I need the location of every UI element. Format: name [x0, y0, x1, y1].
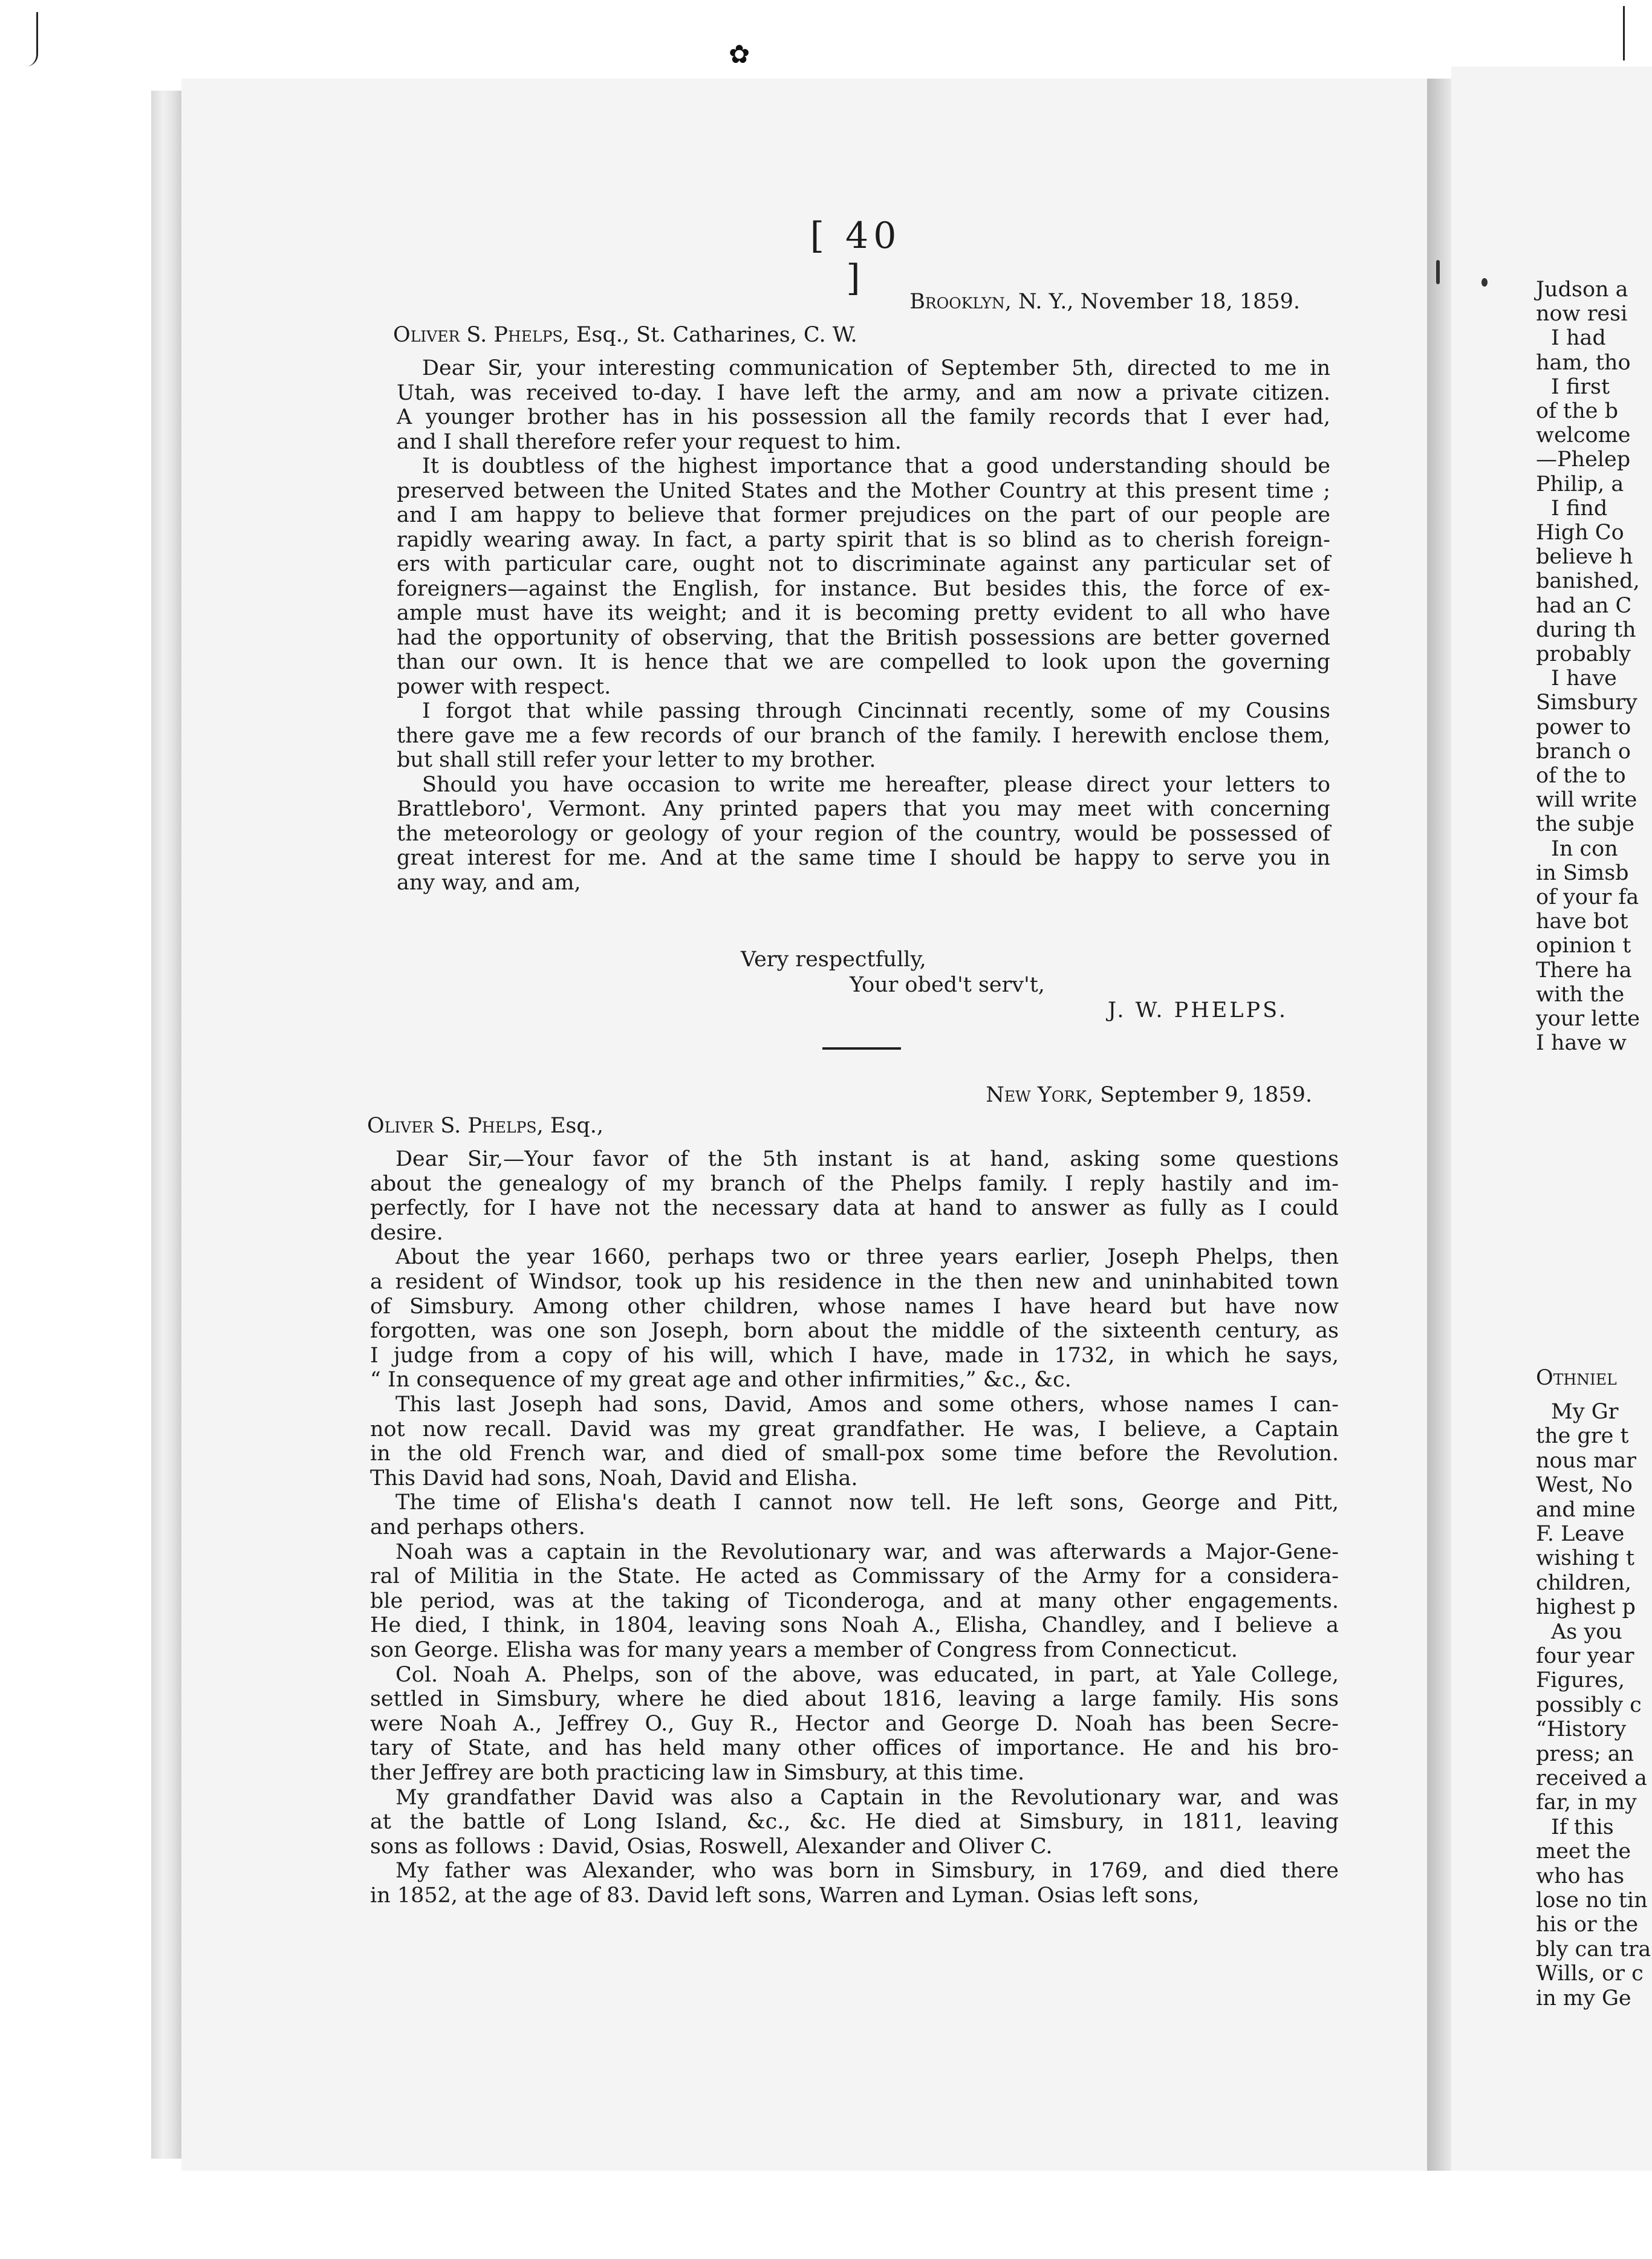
text-line: were Noah A., Jeffrey O., Guy R., Hector and George D. Noah has been Secre- [370, 1711, 1339, 1736]
right-page-line: nous mar [1536, 1448, 1637, 1473]
right-page-line: your lette [1536, 1007, 1640, 1031]
book-gutter [1427, 79, 1451, 2171]
right-page-line: of your fa [1536, 885, 1639, 909]
text-line: perfectly, for I have not the necessary data at hand to answer as fully as I could [370, 1196, 1339, 1221]
right-page-line: I find [1551, 496, 1608, 521]
margin-dot [1481, 278, 1488, 287]
letter2-addressee [367, 1114, 603, 1138]
text-line: ample must have its weight; and it is becoming pretty evident to all who have [397, 601, 1330, 625]
right-page-line: My Gr [1551, 1400, 1619, 1424]
right-page-line: the gre t [1536, 1424, 1629, 1449]
text-line: at the battle of Long Island, &c., &c. He died at Simsbury, in 1811, leaving [370, 1810, 1339, 1835]
right-page-line: had an C [1536, 593, 1632, 618]
text-line: and perhaps others. [370, 1515, 585, 1539]
letter2-dateline-date: , September 9, 1859. [1086, 1083, 1312, 1107]
text-line: desire. [370, 1220, 443, 1245]
text-line: in the old French war, and died of small-pox some time before the Revolution. [370, 1442, 1339, 1466]
right-page-line: received a [1536, 1766, 1647, 1790]
text-line: and I shall therefore refer your request to him. [397, 429, 902, 454]
right-page-line: far, in my [1536, 1790, 1637, 1815]
text-line: the meteorology or geology of your region of the country, would be possessed of [397, 821, 1330, 846]
right-page-line: Simsbury [1536, 691, 1637, 715]
right-page-line: now resi [1536, 302, 1628, 327]
right-page-line: F. Leave [1536, 1522, 1625, 1546]
letter2-addressee-name: Oliver S. Phelps [367, 1114, 537, 1138]
right-page-line: opinion t [1536, 934, 1631, 958]
right-page-line: I first [1551, 374, 1610, 399]
text-line: The time of Elisha's death I cannot now tell. He left sons, George and Pitt, [395, 1490, 1339, 1515]
right-page-line: I had [1551, 326, 1606, 351]
text-line: about the genealogy of my branch of the Phelps family. I reply hastily and im- [370, 1171, 1339, 1196]
text-line: Dear Sir,—Your favor of the 5th instant is at hand, asking some questions [395, 1147, 1339, 1171]
right-page-line: lose no tin [1536, 1888, 1648, 1913]
book-edge [151, 91, 181, 2159]
text-line: “ In consequence of my great age and other infirmities,” &c., &c. [370, 1368, 1072, 1393]
right-page-line: Wills, or c [1536, 1962, 1644, 1986]
right-page-line: Philip, a [1536, 472, 1624, 496]
right-page-line: of the to [1536, 764, 1626, 788]
letter1-dateline-place: Brooklyn [909, 290, 1005, 314]
right-page-line: banished, [1536, 569, 1640, 594]
right-page-line: children, [1536, 1570, 1632, 1595]
ink-blot: ✿ [729, 39, 750, 69]
letter1-addressee-name: Oliver S. Phelps [393, 323, 563, 347]
right-page-line: his or the [1536, 1913, 1639, 1937]
right-page-line: wishing t [1536, 1546, 1634, 1571]
letter1-closing-2: Your obed't serv't, [850, 973, 1045, 997]
text-line: This last Joseph had sons, David, Amos and some others, whose names I can- [395, 1393, 1339, 1417]
right-page-line: As you [1551, 1619, 1622, 1644]
text-line: preserved between the United States and the Mother Country at this present time ; [397, 478, 1330, 503]
right-page-line: welcome [1536, 423, 1631, 448]
text-line: ther Jeffrey are both practicing law in Simsbury, at this time. [370, 1761, 1025, 1785]
letter1-addressee-place: , Esq., St. Catharines, C. W. [562, 323, 857, 347]
text-line: forgotten, was one son Joseph, born about the middle of the sixteenth century, as [370, 1319, 1339, 1344]
text-line: not now recall. David was my great grandfather. He was, I believe, a Captain [370, 1417, 1339, 1442]
right-page-line: In con [1551, 836, 1618, 861]
text-line: Noah was a captain in the Revolutionary war, and was afterwards a Major-Gene- [395, 1539, 1339, 1564]
text-line: settled in Simsbury, where he died about 1816, leaving a large family. His sons [370, 1687, 1339, 1712]
text-line: Col. Noah A. Phelps, son of the above, was educated, in part, at Yale College, [395, 1662, 1339, 1687]
letter1-signature: J. W. PHELPS. [1108, 998, 1288, 1022]
text-line: foreigners—against the English, for instance. But besides this, the force of ex- [397, 576, 1330, 601]
right-page-line: in my Ge [1536, 1986, 1631, 2010]
right-page-line: believe h [1536, 545, 1633, 570]
right-page-line: during th [1536, 617, 1636, 642]
text-line: Brattleboro', Vermont. Any printed papers that you may meet with concerning [397, 797, 1330, 821]
right-page-line: I have [1551, 666, 1617, 691]
text-line: there gave me a few records of our branch of the family. I herewith enclose them, [397, 723, 1330, 748]
text-line: of Simsbury. Among other children, whose names I have heard but have now [370, 1294, 1339, 1319]
right-page-line: —Phelep [1536, 447, 1631, 472]
letter1-dateline-date: , N. Y., November 18, 1859. [1004, 290, 1300, 314]
right-page-line: press; an [1536, 1741, 1634, 1766]
text-line: I forgot that while passing through Cincinnati recently, some of my Cousins [422, 699, 1330, 723]
right-page-line: the subje [1536, 812, 1634, 837]
text-line: than our own. It is hence that we are compelled to look upon the governing [397, 650, 1330, 674]
right-page-line: I have w [1536, 1031, 1627, 1056]
letter1-dateline [786, 290, 1300, 314]
letter1-addressee [393, 323, 857, 347]
text-line: great interest for me. And at the same time I should be happy to serve you in [397, 846, 1330, 870]
text-line: son George. Elisha was for many years a member of Congress from Connecticut. [370, 1638, 1238, 1662]
right-page-line: meet the [1536, 1839, 1631, 1864]
text-line: but shall still refer your letter to my brother. [397, 748, 876, 772]
right-page-line: with the [1536, 982, 1625, 1007]
right-page-line: and mine [1536, 1497, 1636, 1522]
right-page [1451, 67, 1652, 2171]
right-page-line: possibly c [1536, 1692, 1642, 1717]
right-page-line: branch o [1536, 739, 1631, 764]
text-line: It is doubtless of the highest importance that a good understanding should be [422, 454, 1330, 478]
text-line: sons as follows : David, Osias, Roswell, Alexander and Oliver C. [370, 1834, 1053, 1859]
letter2-dateline [786, 1084, 1312, 1107]
text-line: in 1852, at the age of 83. David left sons, Warren and Lyman. Osias left sons, [370, 1884, 1200, 1908]
right-page-heading: Othniel [1536, 1366, 1617, 1390]
right-page-line: Figures, [1536, 1668, 1625, 1693]
text-line: and I am happy to believe that former prejudices on the part of our people are [397, 503, 1330, 527]
letter2-dateline-place: New York [986, 1083, 1087, 1107]
text-line: My father was Alexander, who was born in Simsbury, in 1769, and died there [395, 1859, 1339, 1884]
right-page-line: probably [1536, 642, 1631, 666]
right-page-line: There ha [1536, 958, 1632, 983]
right-page-line: of the b [1536, 399, 1619, 423]
text-line: ers with particular care, ought not to discriminate against any particular set of [397, 552, 1330, 576]
text-line: About the year 1660, perhaps two or three years earlier, Joseph Phelps, then [395, 1245, 1339, 1270]
right-page-line: bly can tra [1536, 1937, 1651, 1962]
right-page-line: highest p [1536, 1595, 1636, 1620]
right-page-line: West, No [1536, 1473, 1633, 1498]
right-page-line: If this [1551, 1815, 1614, 1839]
letter2-addressee-salutation: , Esq., [536, 1114, 603, 1138]
text-line: power with respect. [397, 674, 611, 699]
text-line: ble period, was at the taking of Ticonderoga, and at many other engagements. [370, 1588, 1339, 1613]
section-divider [822, 1047, 901, 1050]
text-line: This David had sons, Noah, David and Elisha. [370, 1466, 858, 1490]
text-line: Dear Sir, your interesting communication of September 5th, directed to me in [422, 356, 1330, 380]
gutter-mark [1436, 260, 1440, 284]
text-line: had the opportunity of observing, that the British possessions are better governed [397, 625, 1330, 650]
letter1-closing: Very respectfully, [741, 947, 926, 972]
text-line: I judge from a copy of his will, which I have, made in 1732, in which he says, [370, 1343, 1339, 1368]
right-page-line: in Simsb [1536, 860, 1629, 885]
text-line: rapidly wearing away. In fact, a party spirit that is so blind as to cherish foreign- [397, 527, 1330, 552]
right-page-line: four year [1536, 1644, 1634, 1668]
right-page-line: have bot [1536, 909, 1628, 934]
text-line: tary of State, and has held many other offices of importance. He and his bro- [370, 1736, 1339, 1761]
right-page-line: High Co [1536, 521, 1624, 545]
right-page-line: who has [1536, 1864, 1625, 1888]
right-page-line: will write [1536, 788, 1637, 813]
text-line: any way, and am, [397, 870, 581, 895]
text-line: A younger brother has in his possession all the family records that I ever had, [397, 405, 1330, 429]
binding-mark-left [12, 12, 38, 67]
text-line: Should you have occasion to write me hereafter, please direct your letters to [422, 772, 1330, 797]
right-page-line: ham, tho [1536, 350, 1631, 375]
text-line: He died, I think, in 1804, leaving sons Noah A., Elisha, Chandley, and I believe a [370, 1613, 1339, 1638]
right-page-line: power to [1536, 715, 1631, 739]
text-line: ral of Militia in the State. He acted as Commissary of the Army for a considera- [370, 1564, 1339, 1589]
text-line: Utah, was received to-day. I have left the army, and am now a private citizen. [397, 380, 1330, 405]
right-page-line: “History [1536, 1717, 1627, 1742]
text-line: a resident of Windsor, took up his residence in the then new and uninhabited town [370, 1270, 1339, 1294]
page-number: [ 40 ] [810, 215, 902, 299]
text-line: My grandfather David was also a Captain in the Revolutionary war, and was [395, 1785, 1339, 1810]
binding-mark-right [1623, 6, 1643, 60]
right-page-line: Judson a [1536, 278, 1628, 302]
